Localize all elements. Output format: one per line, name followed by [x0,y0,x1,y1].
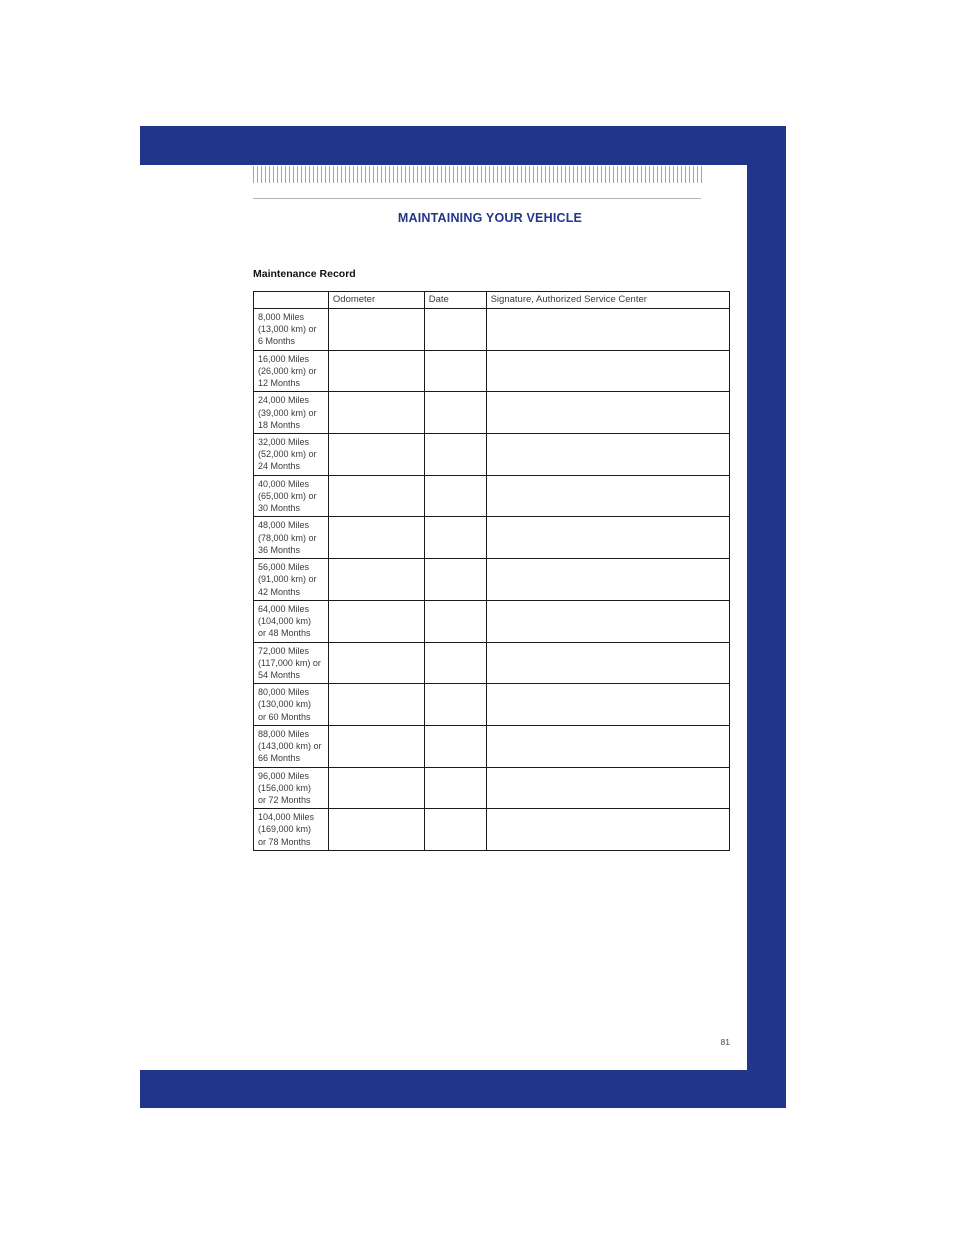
signature-cell [486,642,729,684]
date-cell [424,309,486,351]
service-interval-label: 80,000 Miles (130,000 km) or 60 Months [254,684,329,726]
odometer-cell [328,434,424,476]
table-row [254,392,730,434]
service-interval-label: 32,000 Miles (52,000 km) or 24 Months [254,434,329,476]
odometer-cell [328,684,424,726]
date-cell [424,684,486,726]
service-interval-label: 96,000 Miles (156,000 km) or 72 Months [254,767,329,809]
table-row [254,309,730,351]
maintenance-record-table [253,291,730,851]
section-title: MAINTAINING YOUR VEHICLE [397,211,583,225]
service-interval-label: 72,000 Miles (117,000 km) or 54 Months [254,642,329,684]
column-header-date: Date [424,292,486,309]
date-cell [424,517,486,559]
maintenance-record-title: Maintenance Record [253,268,356,280]
odometer-cell [328,600,424,642]
service-interval-label: 64,000 Miles (104,000 km) or 48 Months [254,600,329,642]
table-row [254,642,730,684]
column-header-signature: Signature, Authorized Service Center [486,292,729,309]
header-tick-marks [253,166,703,183]
service-interval-label: 88,000 Miles (143,000 km) or 66 Months [254,725,329,767]
table-row [254,475,730,517]
table-row [254,600,730,642]
date-cell [424,642,486,684]
signature-cell [486,517,729,559]
signature-cell [486,434,729,476]
page-frame-right [747,126,786,1108]
date-cell [424,725,486,767]
odometer-cell [328,517,424,559]
signature-cell [486,392,729,434]
table-row [254,517,730,559]
date-cell [424,809,486,851]
column-header-odometer: Odometer [328,292,424,309]
service-interval-label: 16,000 Miles (26,000 km) or 12 Months [254,350,329,392]
header-rule [253,198,701,199]
odometer-cell [328,309,424,351]
date-cell [424,559,486,601]
signature-cell [486,809,729,851]
page-frame-bottom [140,1070,786,1108]
signature-cell [486,475,729,517]
signature-cell [486,600,729,642]
odometer-cell [328,350,424,392]
table-row [254,809,730,851]
odometer-cell [328,767,424,809]
service-interval-label: 40,000 Miles (65,000 km) or 30 Months [254,475,329,517]
signature-cell [486,725,729,767]
page-frame-top [140,126,786,165]
service-interval-label: 8,000 Miles (13,000 km) or 6 Months [254,309,329,351]
page-number: 81 [720,1037,730,1047]
table-row [254,725,730,767]
odometer-cell [328,809,424,851]
date-cell [424,767,486,809]
date-cell [424,434,486,476]
table-row [254,559,730,601]
date-cell [424,392,486,434]
signature-cell [486,350,729,392]
service-interval-label: 24,000 Miles (39,000 km) or 18 Months [254,392,329,434]
signature-cell [486,684,729,726]
table-row [254,350,730,392]
odometer-cell [328,725,424,767]
signature-cell [486,309,729,351]
table-row [254,767,730,809]
table-row [254,434,730,476]
date-cell [424,350,486,392]
service-interval-label: 48,000 Miles (78,000 km) or 36 Months [254,517,329,559]
table-row [254,684,730,726]
service-interval-label: 104,000 Miles (169,000 km) or 78 Months [254,809,329,851]
date-cell [424,475,486,517]
odometer-cell [328,392,424,434]
odometer-cell [328,559,424,601]
odometer-cell [328,642,424,684]
table-header-row [254,292,730,309]
odometer-cell [328,475,424,517]
signature-cell [486,767,729,809]
service-interval-label: 56,000 Miles (91,000 km) or 42 Months [254,559,329,601]
column-header-interval [254,292,329,309]
signature-cell [486,559,729,601]
date-cell [424,600,486,642]
